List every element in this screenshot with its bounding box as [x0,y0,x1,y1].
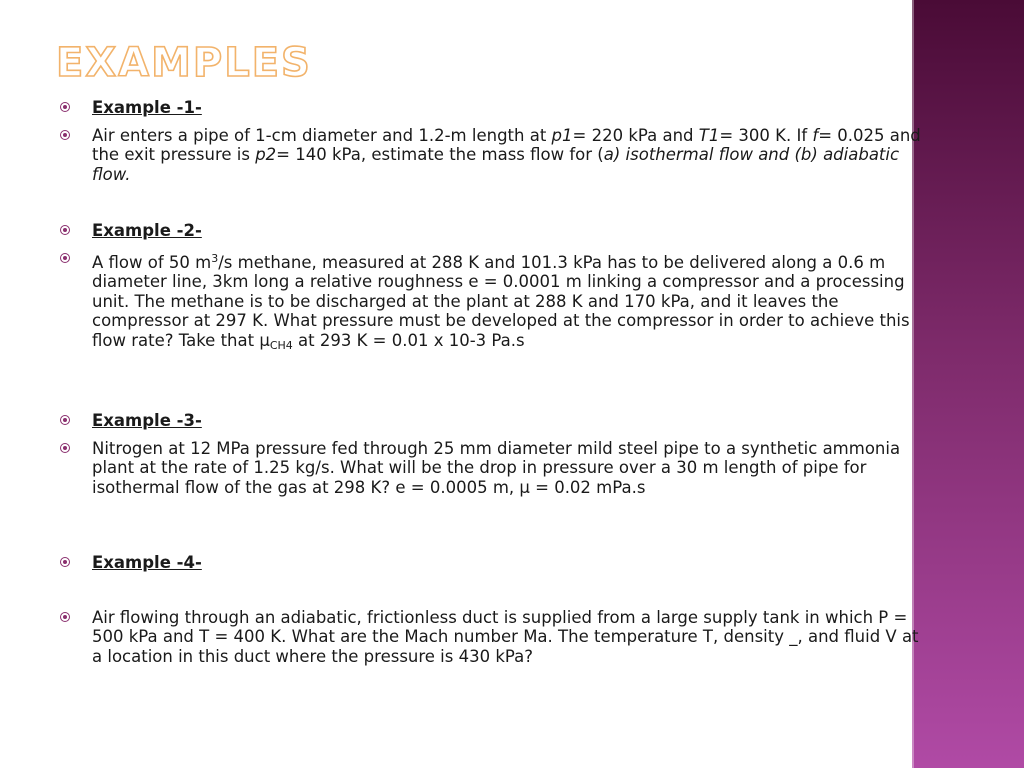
variable-p1: p1 [551,125,573,145]
example-2-heading-item [60,221,930,241]
variable-p2: p2 [255,145,277,164]
text-run: Air enters a pipe of 1-cm diameter and 1.2-m length at [92,125,552,145]
example-1-heading: Example -1- [92,98,202,117]
example-1-heading-item [60,98,930,118]
text-run: Nitrogen at 12 MPa pressure fed through 25 mm diameter mild steel pipe to a synthetic ammonia plant at the rate of 1.25 kg/s. What will be the drop in pressure over a 30 m length of pipe for isothermal flow of the gas at 298 K? e = 0.0005 m, μ = 0.02 mPa.s [92,438,901,497]
subscript: CH4 [269,338,293,352]
slide-title: EXAMPLES [56,40,312,86]
example-2-heading: Example -2- [92,221,202,240]
superscript: 3 [211,251,219,265]
example-4-heading: Example -4- [92,553,202,572]
example-3-body [60,439,930,498]
bullet-icon [60,102,70,112]
text-run: = 220 kPa and [572,125,699,145]
text-run: = 0.025 and the exit pressure is [92,125,921,164]
text-run: = 300 K. If [719,125,813,145]
text-run: = 140 kPa, estimate the mass flow for ( [276,145,604,164]
text-run: A flow of 50 m [92,252,212,272]
bullet-icon [60,253,70,263]
text-run: at 293 K = 0.01 x 10-3 Pa.s [292,330,525,350]
example-4-heading-item [60,553,930,573]
text-run: Air flowing through an adiabatic, frictionless duct is supplied from a large supply tank in which P = 500 kPa and T = 400 K. What are the Mach number Ma. The temperature T, density _, and fluid V at a location in this duct where the pressure is 430 kPa? [92,607,919,666]
bullet-icon [60,130,70,140]
bullet-icon [60,415,70,425]
example-1-body [60,126,930,185]
example-2-body [60,249,930,356]
example-3-heading: Example -3- [92,411,202,430]
example-4-body [60,608,930,667]
bullet-icon [60,443,70,453]
slide-content [60,96,930,666]
example-3-heading-item [60,411,930,431]
text-run: /s methane, measured at 288 K and 101.3 kPa has to be delivered along a 0.6 m diameter line, 3km long a relative roughness e = 0.0001 m linking a compressor and a processing unit. The methane is to be discharged at the plant at 288 K and 170 kPa, and it leaves the compressor at 297 K. What pressure must be developed at the compressor in order to achieve this flow rate? Take that μ [92,252,910,350]
bullet-icon [60,225,70,235]
italic-text-run: a) isothermal flow and (b) adiabatic flow. [92,145,900,184]
bullet-icon [60,612,70,622]
variable-t1: T1 [698,125,720,145]
variable-f: f [812,125,819,145]
bullet-icon [60,557,70,567]
